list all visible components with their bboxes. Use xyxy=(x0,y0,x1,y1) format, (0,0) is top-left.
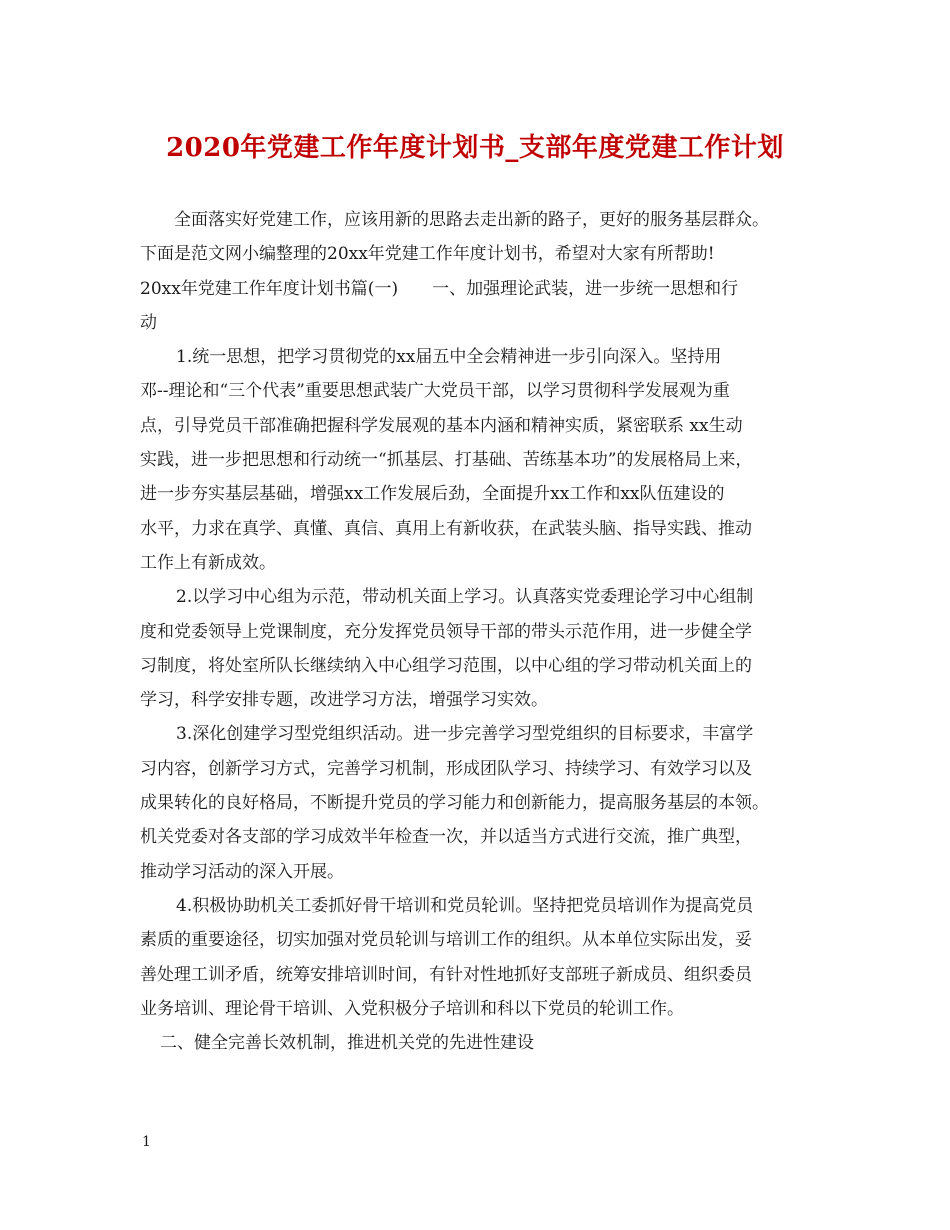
document-title: 2020年党建工作年度计划书_支部年度党建工作计划 xyxy=(166,133,784,163)
body-line: 习内容，创新学习方式，完善学习机制，形成团队学习、持续学习、有效学习以及 xyxy=(140,758,752,779)
body-line: 水平，力求在真学、真懂、真信、真用上有新收获，在武装头脑、指导实践、推动 xyxy=(140,518,752,539)
body-line: 全面落实好党建工作，应该用新的思路去走出新的路子，更好的服务基层群众。 xyxy=(174,210,769,230)
body-line: 度和党委领导上党课制度，充分发挥党员领导干部的带头示范作用，进一步健全学 xyxy=(140,621,752,642)
body-line: 20xx年党建工作年度计划书篇(一) 一、加强理论武装，进一步统一思想和行 xyxy=(140,278,739,299)
body-line: 1.统一思想，把学习贯彻党的xx届五中全会精神进一步引向深入。坚持用 xyxy=(176,347,722,368)
body-line: 下面是范文网小编整理的20xx年党建工作年度计划书，希望对大家有所帮助! xyxy=(140,244,715,265)
body-line: 善处理工训矛盾，统筹安排培训时间，有针对性地抓好支部班子新成员、组织委员 xyxy=(140,964,752,985)
body-line: 2.以学习中心组为示范，带动机关面上学习。认真落实党委理论学习中心组制 xyxy=(176,587,754,608)
body-line: 学习，科学安排专题，改进学习方法，增强学习实效。 xyxy=(140,690,548,711)
body-line: 成果转化的良好格局，不断提升党员的学习能力和创新能力，提高服务基层的本领。 xyxy=(140,793,769,814)
body-line: 素质的重要途径，切实加强对党员轮训与培训工作的组织。从本单位实际出发，妥 xyxy=(140,930,752,951)
body-line: 业务培训、理论骨干培训、入党积极分子培训和科以下党员的轮训工作。 xyxy=(140,998,684,1019)
body-line: 推动学习活动的深入开展。 xyxy=(140,861,344,882)
body-line: 习制度，将处室所队长继续纳入中心组学习范围，以中心组的学习带动机关面上的 xyxy=(140,655,752,676)
section-heading: 二、健全完善长效机制，推进机关党的先进性建设 xyxy=(160,1033,534,1054)
page-number: 1 xyxy=(142,1134,151,1150)
body-line: 实践，进一步把思想和行动统一“抓基层、打基础、苦练基本功”的发展格局上来， xyxy=(140,450,753,471)
body-line: 进一步夯实基层基础，增强xx工作发展后劲，全面提升xx工作和xx队伍建设的 xyxy=(140,484,725,505)
body-line: 机关党委对各支部的学习成效半年检查一次，并以适当方式进行交流，推广典型， xyxy=(140,827,752,848)
body-line: 3.深化创建学习型党组织活动。进一步完善学习型党组织的目标要求，丰富学 xyxy=(176,724,754,745)
body-line: 动 xyxy=(140,312,157,333)
body-line: 工作上有新成效。 xyxy=(140,552,276,573)
body-line: 4.积极协助机关工委抓好骨干培训和党员轮训。坚持把党员培训作为提高党员 xyxy=(176,895,754,916)
body-line: 邓--理论和“三个代表”重要思想武装广大党员干部，以学习贯彻科学发展观为重 xyxy=(140,381,730,402)
document-body xyxy=(140,203,830,1060)
body-line: 点，引导党员干部准确把握科学发展观的基本内涵和精神实质，紧密联系 xx生动 xyxy=(140,415,743,436)
